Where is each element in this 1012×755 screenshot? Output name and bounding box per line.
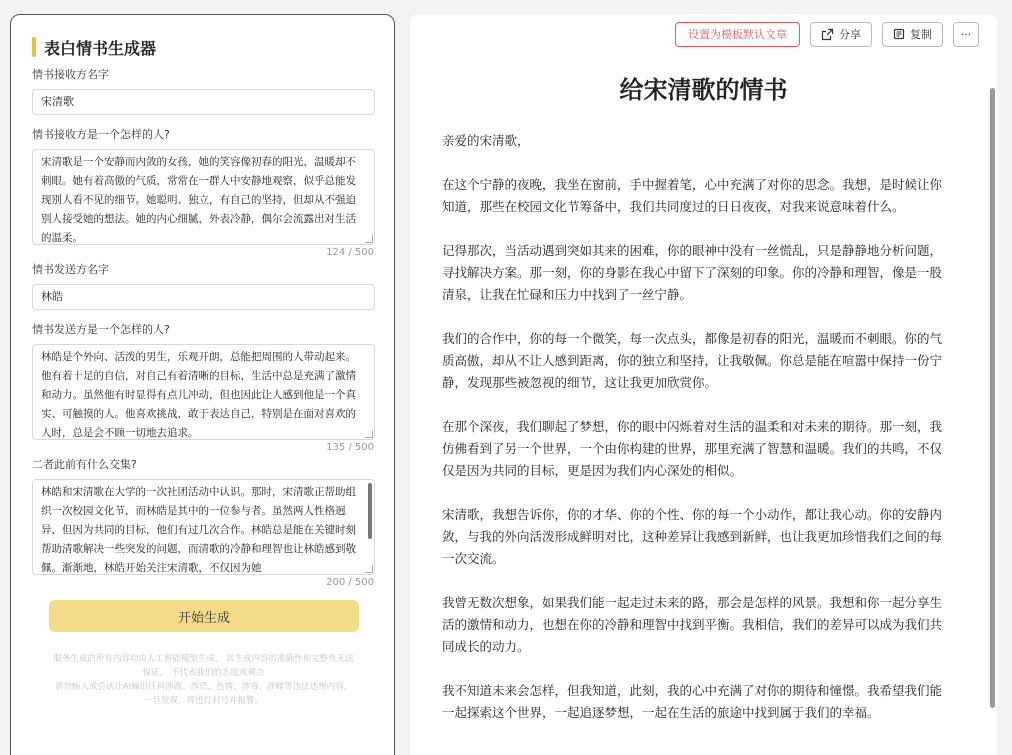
sender-desc-textarea[interactable]: 林皓是个外向、活泼的男生，乐观开朗，总能把周围的人带动起来。他有着十足的自信，对自己有着清晰的目标，生活中总是充满了激情和动力。虽然他有时显得有点儿冲动，但也因此让人感到他是一个真实、可触摸的人。他喜欢挑战，敢于表达自己，特别是在面对喜欢的人时，总是会不顾一切地去追求。 [32, 344, 375, 440]
paragraph: 记得那次，当活动遇到突如其来的困难，你的眼神中没有一丝慌乱，只是静静地分析问题，寻找解决方案。那一刻，你的身影在我心中留下了深刻的印象。你的冷静和理智，像是一股清泉，让我在忙碌和压力中找到了一丝宁静。 [442, 243, 943, 302]
paragraph: 宋清歌，我想告诉你，你的才华、你的个性、你的每一个小动作，都让我心动。你的安静内敛，与我的外向活泼形成鲜明对比，这种差异让我感到新鲜，也让我更加珍惜我们之间的每一次交流。 [442, 507, 943, 566]
sender-desc-wrap [32, 344, 375, 440]
copy-button[interactable] [882, 22, 943, 47]
copy-icon [893, 28, 905, 40]
receiver-name-input[interactable]: 宋清歌 [32, 89, 375, 115]
disclaimer-line: 保证， 不代表我们的态度或观点 [142, 668, 265, 678]
title-accent-bar [32, 37, 36, 57]
more-button[interactable] [953, 22, 979, 47]
sender-name-label: 情书发送方名字 [32, 263, 109, 276]
share-icon [821, 28, 834, 41]
document-title: 给宋清歌的情书 [619, 76, 788, 104]
disclaimer-line: 服务生成的所有内容均由人工智能模型生成， 其生成内容的准确性和完整性无法 [53, 654, 354, 664]
receiver-desc-counter: 124 / 500 [326, 247, 374, 258]
panel-title [32, 35, 374, 59]
share-button[interactable] [810, 22, 872, 47]
document-toolbar [410, 14, 997, 54]
story-wrap [32, 479, 375, 575]
disclaimer [32, 652, 375, 708]
sender-name-input[interactable]: 林皓 [32, 284, 375, 310]
sender-desc-label: 情书发送方是一个怎样的人? [32, 323, 170, 336]
story-textarea[interactable]: 林皓和宋清歌在大学的一次社团活动中认识。那时，宋清歌正帮助组织一次校园文化节，而林皓是其中的一位参与者。虽然两人性格迥异，但因为共同的目标，他们有过几次合作。林皓总是能在关键时刻帮助清歌解决一些突发的问题，而清歌的冷静和理智也让林皓感到敬佩。渐渐地，林皓开始关注宋清歌，不仅因为她 [32, 479, 375, 575]
sender-desc-counter: 135 / 500 [326, 442, 374, 453]
share-label: 分享 [839, 28, 861, 41]
paragraph: 我曾无数次想象，如果我们能一起走过未来的路，那会是怎样的风景。我想和你一起分享生活的激情和动力，也想在你的冷静和理智中找到平衡。我相信，我们的差异可以成为我们共同成长的动力。 [442, 595, 943, 654]
copy-label: 复制 [910, 28, 932, 41]
receiver-desc-label: 情书接收方是一个怎样的人? [32, 128, 170, 141]
document-body [410, 130, 997, 724]
paragraph: 在那个深夜，我们聊起了梦想，你的眼中闪烁着对生活的温柔和对未来的期待。那一刻，我仿佛看到了另一个世界，一个由你构建的世界，那里充满了智慧和温暖。我们的共鸣，不仅仅是因为共同的目标，更是因为我们内心深处的相似。 [442, 419, 943, 478]
paragraph: 我不知道未来会怎样，但我知道，此刻，我的心中充满了对你的期待和憧憬。我希望我们能一起探索这个世界，一起追逐梦想，一起在生活的旅途中找到属于我们的幸福。 [442, 683, 943, 720]
document-scrollbar[interactable] [990, 88, 995, 708]
disclaimer-line: 一旦发现，将进行封号并报警。 [143, 696, 263, 706]
paragraph: 在这个宁静的夜晚，我坐在窗前，手中握着笔，心中充满了对你的思念。我想，是时候让你知道，那些在校园文化节筹备中，我们共同度过的日日夜夜，对我来说意味着什么。 [442, 177, 943, 214]
more-icon: ··· [960, 27, 972, 41]
paragraph: 我们的合作中，你的每一个微笑，每一次点头，都像是初春的阳光，温暖而不刺眼。你的气质高傲，却从不让人感到距离，你的独立和坚持，让我敬佩。你总是能在喧嚣中保持一份宁静，发现那些被忽视的细节，这让我更加欣赏你。 [442, 331, 943, 390]
receiver-desc-wrap [32, 149, 375, 245]
receiver-desc-textarea[interactable]: 宋清歌是一个安静而内敛的女孩，她的笑容像初春的阳光，温暖却不刺眼。她有着高傲的气质，常常在一群人中安静地观察，似乎总能发现别人看不见的细节。她聪明、独立，有自己的坚持，但却从不强迫别人接受她的想法。她的内心细腻，外表冷静，偶尔会流露出对生活的温柔。 [32, 149, 375, 245]
generate-button[interactable]: 开始生成 [49, 600, 359, 632]
document-content [410, 72, 997, 755]
document-panel [410, 14, 997, 755]
disclaimer-line: 请勿输入或尝试让AI输出任何涉政、涉恐、色情、涉毒、涉赌等违法违规内容， [54, 682, 353, 692]
receiver-name-label: 情书接收方名字 [32, 68, 109, 81]
story-label: 二者此前有什么交集? [32, 458, 137, 471]
resize-handle[interactable] [365, 565, 373, 573]
resize-handle[interactable] [365, 430, 373, 438]
story-counter: 200 / 500 [326, 577, 374, 588]
panel-title-text: 表白情书生成器 [44, 38, 157, 58]
story-scrollbar[interactable] [368, 483, 372, 539]
generator-form-panel [10, 14, 395, 755]
resize-handle[interactable] [365, 235, 373, 243]
set-default-button[interactable]: 设置为模板默认文章 [675, 22, 800, 47]
paragraph: 亲爱的宋清歌， [442, 133, 530, 148]
